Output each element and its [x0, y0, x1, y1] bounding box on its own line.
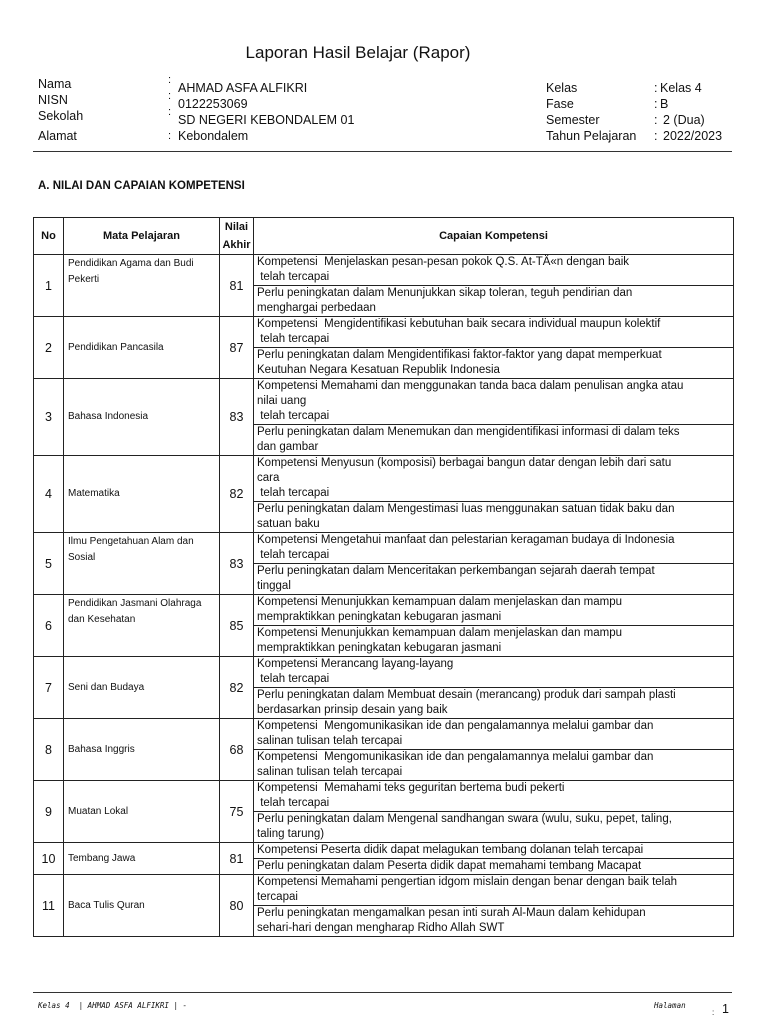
competency-improvement: [254, 285, 733, 316]
competency-improvement: [254, 905, 733, 936]
improvement-text-line: Perlu peningkatan dalam Menunjukkan sikap toleran, teguh pendirian dan: [257, 287, 633, 299]
competency-cell: [254, 533, 734, 595]
alamat-row: [38, 128, 354, 144]
semester-label: Semester: [546, 113, 600, 127]
competency-text-line: salinan tulisan telah tercapai: [257, 735, 403, 747]
competency-text-line: telah tercapai: [257, 410, 330, 422]
competency-improvement: [254, 625, 733, 656]
row-number: 5: [34, 533, 64, 595]
footer-colon: :: [712, 1008, 715, 1017]
alamat-colon: :: [168, 130, 172, 142]
competency-cell: [254, 875, 734, 937]
competency-achieved: [254, 719, 733, 749]
improvement-text-line: Perlu peningkatan dalam Menemukan dan mengidentifikasi informasi di dalam teks: [257, 426, 680, 438]
table-row: [34, 533, 734, 595]
subject-name: Ilmu Pengetahuan Alam dan Sosial: [64, 533, 220, 595]
tahun-label: Tahun Pelajaran: [546, 129, 637, 143]
competency-text-line: telah tercapai: [257, 333, 330, 345]
improvement-text-line: Perlu peningkatan dalam Membuat desain (merancang) produk dari sampah plasti: [257, 689, 676, 701]
competency-text-line: nilai uang: [257, 395, 307, 407]
student-info-right: [546, 80, 722, 144]
semester-row: [546, 112, 722, 128]
final-score: 82: [220, 657, 254, 719]
improvement-text-line: tinggal: [257, 580, 291, 592]
header-divider: [33, 151, 732, 152]
report-title: Laporan Hasil Belajar (Rapor): [245, 43, 471, 62]
subject-name: Seni dan Budaya: [64, 657, 220, 719]
kelas-row: [546, 80, 722, 96]
competency-cell: [254, 317, 734, 379]
final-score: 81: [220, 255, 254, 317]
improvement-text-line: Perlu peningkatan dalam Menceritakan perkembangan sejarah daerah tempat: [257, 565, 655, 577]
competency-text-line: Kompetensi Menunjukkan kemampuan dalam menjelaskan dan mampu: [257, 596, 623, 608]
fase-value: B: [660, 97, 669, 111]
nisn-row: [38, 90, 354, 111]
competency-achieved: [254, 317, 733, 347]
competency-text-line: Kompetensi Merancang layang-layang: [257, 658, 454, 670]
alamat-value: Kebondalem: [178, 129, 249, 143]
competency-text-line: telah tercapai: [257, 549, 330, 561]
final-score: 83: [220, 533, 254, 595]
section-title: A. NILAI DAN CAPAIAN KOMPETENSI: [38, 180, 245, 192]
improvement-text-line: menghargai perbedaan: [257, 302, 376, 314]
competency-improvement: [254, 811, 733, 842]
competency-cell: [254, 719, 734, 781]
grades-table: [33, 217, 734, 937]
competency-achieved: [254, 379, 733, 424]
competency-improvement: [254, 347, 733, 378]
table-row: [34, 657, 734, 719]
final-score: 83: [220, 379, 254, 456]
tahun-row: [546, 128, 722, 144]
tahun-value: 2022/2023: [663, 129, 723, 143]
header-nilai: Nilai: [224, 221, 249, 233]
competency-text-line: tercapai: [257, 891, 298, 903]
fase-colon: :: [654, 97, 658, 111]
row-number: 7: [34, 657, 64, 719]
nisn-colon: :: [168, 90, 172, 102]
improvement-text-line: satuan baku: [257, 518, 320, 530]
student-info-left: [38, 76, 354, 144]
row-number: 9: [34, 781, 64, 843]
nisn-value: 0122253069: [178, 97, 248, 111]
competency-achieved: [254, 255, 733, 285]
improvement-text-line: salinan tulisan telah tercapai: [257, 766, 403, 778]
alamat-label: Alamat: [38, 129, 77, 143]
row-number: 11: [34, 875, 64, 937]
improvement-text-line: dan gambar: [257, 441, 319, 453]
competency-improvement: [254, 424, 733, 455]
final-score: 85: [220, 595, 254, 657]
competency-text-line: Kompetensi Peserta didik dapat melagukan tembang dolanan telah tercapai: [257, 844, 644, 856]
improvement-text-line: taling tarung): [257, 828, 325, 840]
competency-achieved: [254, 875, 733, 905]
header-capaian: Capaian Kompetensi: [254, 218, 734, 255]
competency-improvement: [254, 687, 733, 718]
improvement-text-line: Perlu peningkatan mengamalkan pesan inti surah Al-Maun dalam kehidupan: [257, 907, 646, 919]
kelas-label: Kelas: [546, 81, 578, 95]
nama-row: [38, 74, 354, 95]
competency-text-line: Kompetensi Menyusun (komposisi) berbagai bangun datar dengan lebih dari satu: [257, 457, 672, 469]
competency-improvement: [254, 501, 733, 532]
kelas-colon: :: [654, 81, 658, 95]
competency-cell: [254, 843, 734, 875]
subject-name: Pendidikan Agama dan Budi Pekerti: [64, 255, 220, 317]
table-row: [34, 456, 734, 533]
semester-value: 2 (Dua): [663, 113, 705, 127]
header-akhir: Akhir: [222, 239, 251, 251]
fase-label: Fase: [546, 97, 574, 111]
row-number: 3: [34, 379, 64, 456]
table-row: [34, 781, 734, 843]
competency-improvement: [254, 749, 733, 780]
row-number: 4: [34, 456, 64, 533]
competency-improvement: [254, 563, 733, 594]
competency-text-line: telah tercapai: [257, 271, 330, 283]
competency-text-line: telah tercapai: [257, 673, 330, 685]
row-number: 8: [34, 719, 64, 781]
final-score: 81: [220, 843, 254, 875]
subject-name: Muatan Lokal: [64, 781, 220, 843]
row-number: 1: [34, 255, 64, 317]
final-score: 82: [220, 456, 254, 533]
final-score: 87: [220, 317, 254, 379]
improvement-text-line: Perlu peningkatan dalam Mengidentifikasi faktor-faktor yang dapat memperkuat: [257, 349, 662, 361]
semester-colon: :: [654, 113, 658, 127]
tahun-colon: :: [654, 129, 658, 143]
competency-cell: [254, 781, 734, 843]
improvement-text-line: sehari-hari dengan mengharap Ridho Allah SWT: [257, 922, 505, 934]
competency-text-line: Kompetensi Mengetahui manfaat dan pelestarian keragaman budaya di Indonesia: [257, 534, 675, 546]
competency-achieved: [254, 843, 733, 858]
competency-cell: [254, 595, 734, 657]
improvement-text-line: Kompetensi Menunjukkan kemampuan dalam menjelaskan dan mampu: [257, 627, 623, 639]
competency-text-line: telah tercapai: [257, 797, 330, 809]
final-score: 75: [220, 781, 254, 843]
competency-text-line: Kompetensi Memahami dan menggunakan tanda baca dalam penulisan angka atau: [257, 380, 684, 392]
competency-text-line: Kompetensi Memahami pengertian idgom mislain dengan benar dengan baik telah: [257, 876, 678, 888]
competency-text-line: telah tercapai: [257, 487, 330, 499]
header-nilai-akhir: [220, 218, 254, 255]
improvement-text-line: Perlu peningkatan dalam Peserta didik dapat memahami tembang Macapat: [257, 860, 642, 872]
table-row: [34, 379, 734, 456]
competency-achieved: [254, 781, 733, 811]
kelas-value: Kelas 4: [660, 81, 702, 95]
sekolah-label: Sekolah: [38, 109, 84, 123]
footer-halaman: Halaman: [654, 1001, 686, 1010]
sekolah-row: [38, 106, 355, 127]
header-no: No: [34, 218, 64, 255]
subject-name: Matematika: [64, 456, 220, 533]
subject-name: Tembang Jawa: [64, 843, 220, 875]
subject-name: Bahasa Inggris: [64, 719, 220, 781]
competency-text-line: Kompetensi Menjelaskan pesan-pesan pokok Q.S. At-TÄ«n dengan baik: [257, 256, 630, 268]
nama-label: Nama: [38, 77, 72, 91]
competency-achieved: [254, 533, 733, 563]
table-row: [34, 317, 734, 379]
improvement-text-line: berdasarkan prinsip desain yang baik: [257, 704, 448, 716]
competency-achieved: [254, 595, 733, 625]
table-row: [34, 255, 734, 317]
table-row: [34, 875, 734, 937]
competency-cell: [254, 255, 734, 317]
subject-name: Pendidikan Jasmani Olahraga dan Kesehatan: [64, 595, 220, 657]
nisn-label: NISN: [38, 93, 68, 107]
header-mata-pelajaran: Mata Pelajaran: [64, 218, 220, 255]
improvement-text-line: Keutuhan Negara Kesatuan Republik Indonesia: [257, 364, 500, 376]
table-row: [34, 595, 734, 657]
competency-text-line: mempraktikkan peningkatan kebugaran jasmani: [257, 611, 502, 623]
improvement-text-line: Perlu peningkatan dalam Mengenal sandhangan swara (wulu, suku, pepet, taling,: [257, 813, 672, 825]
nama-colon: :: [168, 74, 172, 86]
nama-value: AHMAD ASFA ALFIKRI: [178, 81, 308, 95]
competency-cell: [254, 456, 734, 533]
sekolah-colon: :: [168, 106, 172, 118]
improvement-text-line: mempraktikkan peningkatan kebugaran jasmani: [257, 642, 502, 654]
table-header-row: [34, 218, 734, 255]
competency-text-line: cara: [257, 472, 280, 484]
final-score: 68: [220, 719, 254, 781]
competency-cell: [254, 657, 734, 719]
competency-achieved: [254, 456, 733, 501]
competency-cell: [254, 379, 734, 456]
table-row: [34, 843, 734, 875]
competency-text-line: Kompetensi Mengomunikasikan ide dan pengalamannya melalui gambar dan: [257, 720, 654, 732]
row-number: 10: [34, 843, 64, 875]
subject-name: Pendidikan Pancasila: [64, 317, 220, 379]
sekolah-value: SD NEGERI KEBONDALEM 01: [178, 113, 355, 127]
table-row: [34, 719, 734, 781]
improvement-text-line: Perlu peningkatan dalam Mengestimasi luas menggunakan satuan tidak baku dan: [257, 503, 675, 515]
fase-row: [546, 96, 722, 112]
competency-improvement: [254, 858, 733, 874]
row-number: 2: [34, 317, 64, 379]
footer-divider: [33, 992, 732, 993]
row-number: 6: [34, 595, 64, 657]
footer-student: Kelas 4 | AHMAD ASFA ALFIKRI | -: [38, 1001, 188, 1010]
competency-achieved: [254, 657, 733, 687]
final-score: 80: [220, 875, 254, 937]
competency-text-line: Kompetensi Mengidentifikasi kebutuhan baik secara individual maupun kolektif: [257, 318, 661, 330]
subject-name: Baca Tulis Quran: [64, 875, 220, 937]
footer-page-number: 1: [722, 1002, 729, 1016]
competency-text-line: Kompetensi Memahami teks geguritan bertema budi pekerti: [257, 782, 565, 794]
subject-name: Bahasa Indonesia: [64, 379, 220, 456]
improvement-text-line: Kompetensi Mengomunikasikan ide dan pengalamannya melalui gambar dan: [257, 751, 654, 763]
